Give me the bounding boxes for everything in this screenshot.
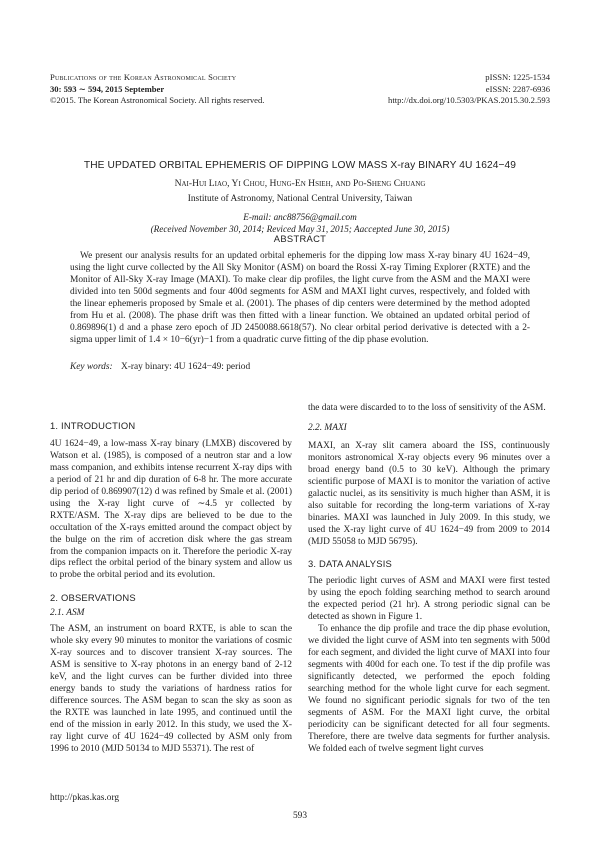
paper-title: THE UPDATED ORBITAL EPHEMERIS OF DIPPING LOW MASS X-ray BINARY 4U 1624−49 bbox=[83, 160, 517, 171]
abstract-heading: ABSTRACT bbox=[273, 233, 327, 244]
received-dates: (Received November 30, 2014; Reviced May 31, 2015; Aaccepted June 30, 2015) bbox=[150, 224, 450, 234]
keywords bbox=[70, 362, 530, 372]
left-column bbox=[50, 420, 292, 756]
asm-heading: 2.1. ASM bbox=[50, 608, 85, 619]
data-analysis-paragraph-1: The periodic light curves of ASM and MAXI were first tested by using the epoch folding searching method to search around the expected period (21 hr). A strong periodic signal can be detected as shown in Figure 1. bbox=[308, 576, 550, 623]
abstract-text: We present our analysis results for an updated orbital ephemeris for the dipping low mass X-ray binary 4U 1624−49, using the light curve collected by the All Sky Monitor (ASM) on board the Rossi X-ray Timing Explorer (RXTE) and the Monitor of All-Sky X-ray Image (MAXI). To make clear dip profiles, the light curve from the ASM and the MAXI were divided into ten 500d segments and four 400d segments for ASM and MAXI light curves, respectively, and folded with the linear ephemeris proposed by Smale et al. (2001). The phases of dip centers were determined by the method adopted from Hu et al. (2008). The phase drift was then fitted with a linear function. We obtained an updated orbital period of 0.869896(1) d and a phase zero epoch of JD 2450088.6618(57). No clear orbital period derivative is detected with a 2-sigma upper limit of 1.4 × 10−6(yr)−1 from a quadratic curve fitting of the dip phase evolution. bbox=[70, 251, 530, 345]
introduction-text: 4U 1624−49, a low-mass X-ray binary (LMXB) discovered by Watson et al. (1985), is composed of a neutron star and a low mass companion, and exhibits intense recurrent X-ray dips with a period of 21 hr and dip duration of 6-8 hr. The more accurate dip period of 0.869907(12) d was refined by Smale et al. (2001) using the X-ray light curve of ∼4.5 yr collected by RXTE/ASM. The X-ray dips are believed to be due to the occultation of the X-rays emitted around the compact object by the bulge on the rim of accretion disk where the gas stream from the companion impacts on it. Therefore the periodic X-ray dips reflect the orbital period of the binary system and allow us to probe the orbital period and its evolution. bbox=[50, 438, 292, 581]
data-analysis-paragraph-2: To enhance the dip profile and trace the dip phase evolution, we divided the light curve of ASM into ten segments with 500d for each segment, and divided the light curve of MAXI into four segments with 400d for each one. To test if the dip profile was significantly detected, we performed the epoch folding searching method for the whole light curve for each segment. We found no significant periodic signals for two of the ten segments of ASM. For the MAXI light curve, the orbital periodicity can be significant detected for all four segments. Therefore, there are twelve data segments for further analysis. We folded each of twelve segment light curves bbox=[308, 624, 550, 754]
keywords-label: Key words: bbox=[70, 362, 113, 372]
maxi-heading: 2.2. MAXI bbox=[308, 422, 347, 433]
right-column bbox=[308, 403, 550, 756]
copyright-line: ©2015. The Korean Astronomical Society. All rights reserved. bbox=[50, 95, 265, 106]
keywords-text: X-ray binary: 4U 1624−49: period bbox=[120, 362, 251, 372]
institution: Institute of Astronomy, National Central University, Taiwan bbox=[187, 194, 413, 204]
email[interactable]: E-mail: anc88756@gmail.com bbox=[243, 212, 357, 222]
page-number: 593 bbox=[292, 811, 308, 821]
asm-text: The ASM, an instrument on board RXTE, is able to scan the whole sky every 90 minutes to monitor the variations of cosmic X-ray sources and to discover transient X-ray sources. The ASM is sensitive to X-ray photons in an energy band of 2-12 keV, and the light curves can be further divided into three energy bands to study the variations of hardness ratios for difference sources. The ASM began to scan the sky as soon as the RXTE was launched in late 1995, and continued until the end of the mission in early 2012. In this study, we used the X-ray light curve of 4U 1624−49 collected by ASM only from 1996 to 2010 (MJD 50134 to MJD 55371). The rest of bbox=[50, 624, 292, 754]
pissn: pISSN: 1225-1534 bbox=[485, 72, 550, 82]
volume-line: 30: 593 ∼ 594, 2015 September bbox=[50, 83, 165, 94]
observations-heading: 2. OBSERVATIONS bbox=[50, 592, 136, 604]
journal-name: Publications of the Korean Astronomical Society bbox=[50, 72, 237, 82]
author-list: Nai-Hui Liao, Yi Chou, Hung-En Hsieh, and Po-Sheng Chuang bbox=[174, 178, 426, 189]
introduction-heading: 1. INTRODUCTION bbox=[50, 420, 136, 431]
doi-link[interactable]: http://dx.doi.org/10.5303/PKAS.2015.30.2.593 bbox=[388, 95, 550, 106]
asm-continued-text: the data were discarded to to the loss of sensitivity of the ASM. bbox=[308, 403, 546, 413]
eissn: eISSN: 2287-6936 bbox=[485, 83, 550, 94]
data-analysis-heading: 3. DATA ANALYSIS bbox=[308, 558, 392, 570]
running-header-right bbox=[290, 72, 550, 107]
footer-url[interactable]: http://pkas.kas.org bbox=[50, 793, 120, 803]
maxi-text: MAXI, an X-ray slit camera aboard the ISS, continuously monitors astronomical X-ray objects every 96 minutes over a broad energy band (0.5 to 30 keV). Although the primary scientific purpose of MAXI is to monitor the variation of active galactic nuclei, as its sensitivity is much higher than ASM, it is also suitable for recording the long-term variations of X-ray binaries. MAXI was launched in July 2009. In this study, we used the X-ray light curve of 4U 1624−49 from 2009 to 2014 (MJD 55058 to MJD 56795). bbox=[308, 440, 550, 547]
